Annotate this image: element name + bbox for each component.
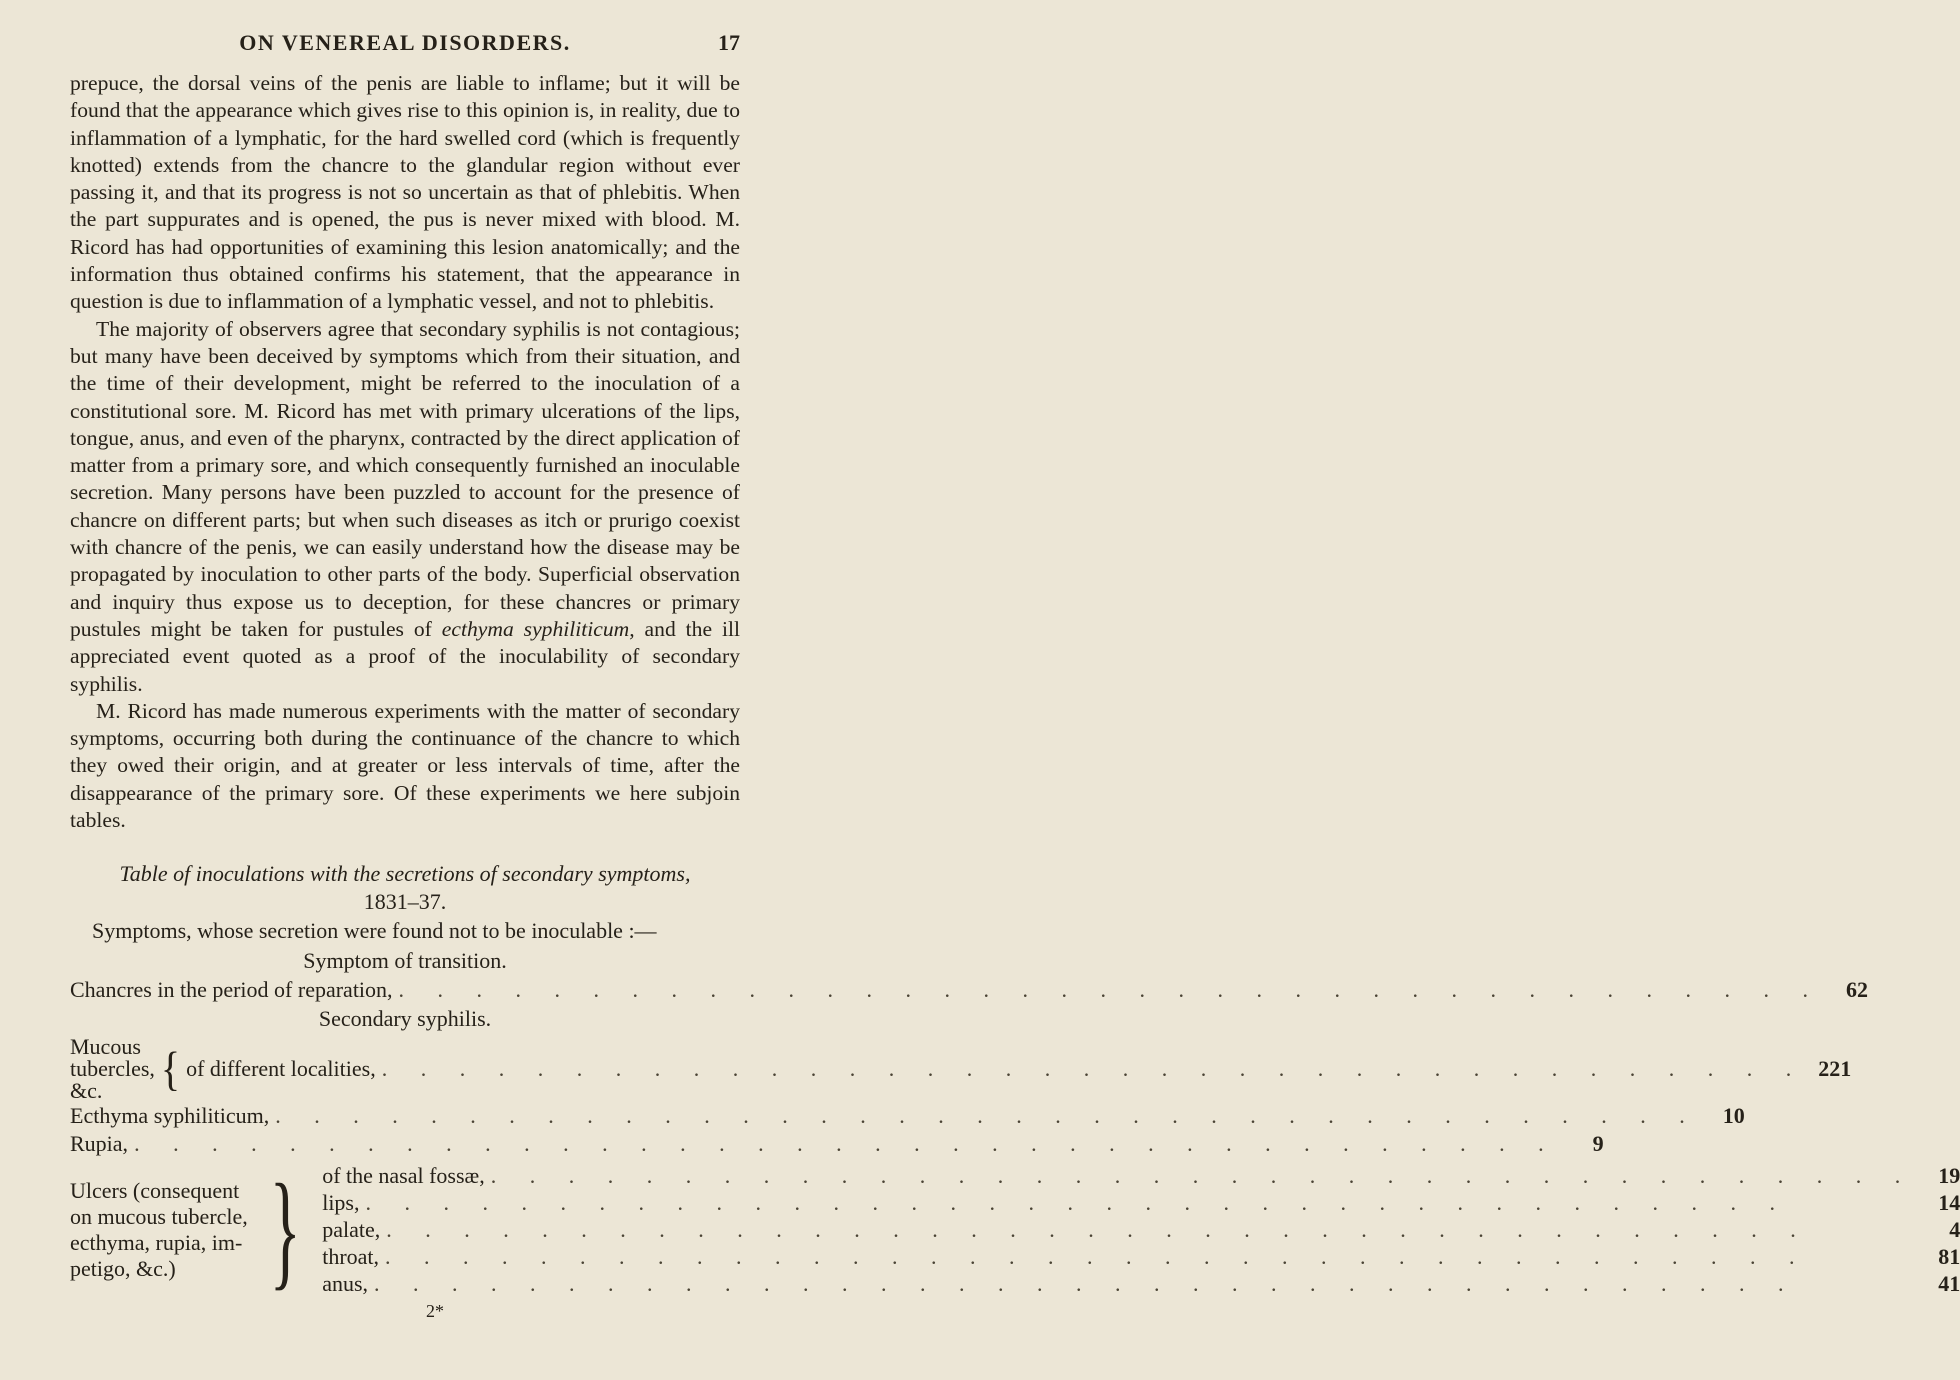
table-row-ecthyma xyxy=(70,1102,1745,1130)
row-value: 19 xyxy=(1938,1163,1960,1189)
body-text xyxy=(70,70,740,834)
ulcers-label-line: Ulcers (consequent xyxy=(70,1177,240,1203)
running-head xyxy=(70,0,740,70)
mucous-label-line-2: tubercles, &c. xyxy=(70,1056,155,1104)
ulcers-label-line: on mucous tubercle, xyxy=(70,1203,248,1229)
row-value: 62 xyxy=(1846,977,1869,1003)
table-row xyxy=(322,1216,1960,1243)
row-label: Chancres in the period of reparation, xyxy=(70,977,393,1003)
table-years: 1831–37. xyxy=(363,889,447,915)
ulcers-label xyxy=(70,1178,248,1282)
dot-leader xyxy=(393,976,1829,1004)
row-value: 9 xyxy=(1592,1131,1604,1157)
table-row-rupia xyxy=(70,1130,1604,1158)
paragraph-1: prepuce, the dorsal veins of the penis are liable to inflame; but it will be found that the appearance which gives rise to this opinion is, in reality, due to inflammation of a lymphatic, for the hard swelled cord (which is frequently knotted) extends from the chancre to the glandular region without ever passing it, and that its progress is not so uncertain as that of phlebitis. When the part suppurates and is opened, the pus is never mixed with blood. M. Ricord has had opportunities of examining this lesion anatomically; and the information thus obtained confirms his statement, that the appearance in question is due to inflammation of a lymphatic vessel, and not to phlebitis. xyxy=(70,71,740,314)
row-value: 81 xyxy=(1938,1244,1960,1270)
dot-leader xyxy=(379,1243,1920,1270)
table-row xyxy=(322,1162,1960,1189)
row-label: anus, xyxy=(322,1271,369,1297)
dot-leader xyxy=(485,1162,1921,1189)
running-title: ON VENEREAL DISORDERS. xyxy=(239,30,571,55)
paragraph-2 xyxy=(70,316,740,698)
brace-glyph: { xyxy=(160,1041,181,1096)
mucous-label xyxy=(70,1036,155,1102)
dot-leader xyxy=(128,1130,1564,1158)
ulcers-rows xyxy=(322,1162,1960,1297)
paragraph-2-start: The majority of observers agree that secondary syphilis is not contagious; but many have been deceived by symptoms which from their situation, and the time of their development, might be referred to the inoculation of a constitutional sore. M. Ricord has met with primary ulcerations of the lips, tongue, anus, and even of the pharynx, contracted by the direct application of matter from a primary sore, and which consequently furnished an inoculable secretion. Many persons have been puzzled to account for the presence of chancre on different parts; but when such diseases as itch or prurigo coexist with chancre of the penis, we can easily understand how the disease may be propagated by inoculation to other parts of the body. Superficial observation and inquiry thus expose us to deception, for these chancres or primary pustules might be taken for pustules of xyxy=(70,316,740,641)
row-label: lips, xyxy=(322,1190,360,1216)
row-label: palate, xyxy=(322,1217,381,1243)
inoculation-table xyxy=(70,860,1960,1322)
paragraph-3: M. Ricord has made numerous experiments with the matter of secondary symptoms, occurring both during the continuance of the chancre to which they owed their origin, and at greater or less intervals of time, after the disappearance of the primary sore. Of these experiments we here subjoin tables. xyxy=(70,698,740,833)
table-row-mucous xyxy=(70,1034,1852,1104)
row-value: 221 xyxy=(1818,1056,1852,1082)
dot-leader xyxy=(368,1270,1920,1297)
ulcers-label-line: ecthyma, rupia, im- xyxy=(70,1229,243,1255)
dot-leader xyxy=(269,1102,1705,1130)
transition-heading: Symptom of transition. xyxy=(303,948,507,974)
signature-mark: 2* xyxy=(426,1301,444,1322)
mucous-detail-row xyxy=(186,1055,1851,1083)
dot-leader xyxy=(360,1189,1921,1216)
mucous-label-line-1: Mucous xyxy=(70,1034,141,1060)
row-label: Rupia, xyxy=(70,1131,129,1157)
dot-leader xyxy=(376,1055,1812,1083)
row-value: 10 xyxy=(1722,1103,1745,1129)
paragraph-2-end: and the ill appreciated event quoted as a proof of the inoculability of secondary syphilis. xyxy=(70,616,740,696)
table-intro-line: Symptoms, whose secretion were found not to be inoculable :— xyxy=(92,918,657,944)
row-label: throat, xyxy=(322,1244,380,1270)
table-caption-text: Table of inoculations with the secretions of secondary symptoms, xyxy=(119,861,691,887)
row-value: 41 xyxy=(1938,1271,1960,1297)
dot-leader xyxy=(380,1216,1920,1243)
secondary-heading: Secondary syphilis. xyxy=(318,1006,492,1032)
row-value: 4 xyxy=(1949,1217,1960,1243)
row-label: Ecthyma syphiliticum, xyxy=(70,1103,270,1129)
ulcers-label-line: petigo, &c.) xyxy=(70,1255,176,1281)
paragraph-2-emphasis: ecthyma syphiliticum, xyxy=(441,616,635,641)
row-label: of the nasal fossæ, xyxy=(322,1163,485,1189)
table-group-ulcers xyxy=(70,1157,1960,1302)
brace-glyph: } xyxy=(269,1157,301,1302)
table-row xyxy=(322,1270,1960,1297)
table-row-chancres xyxy=(70,976,1869,1004)
row-value: 14 xyxy=(1938,1190,1960,1216)
table-row xyxy=(322,1189,1960,1216)
table-row xyxy=(322,1243,1960,1270)
page-number: 17 xyxy=(718,30,740,55)
row-label: of different localities, xyxy=(186,1056,376,1082)
table-caption xyxy=(70,860,740,916)
